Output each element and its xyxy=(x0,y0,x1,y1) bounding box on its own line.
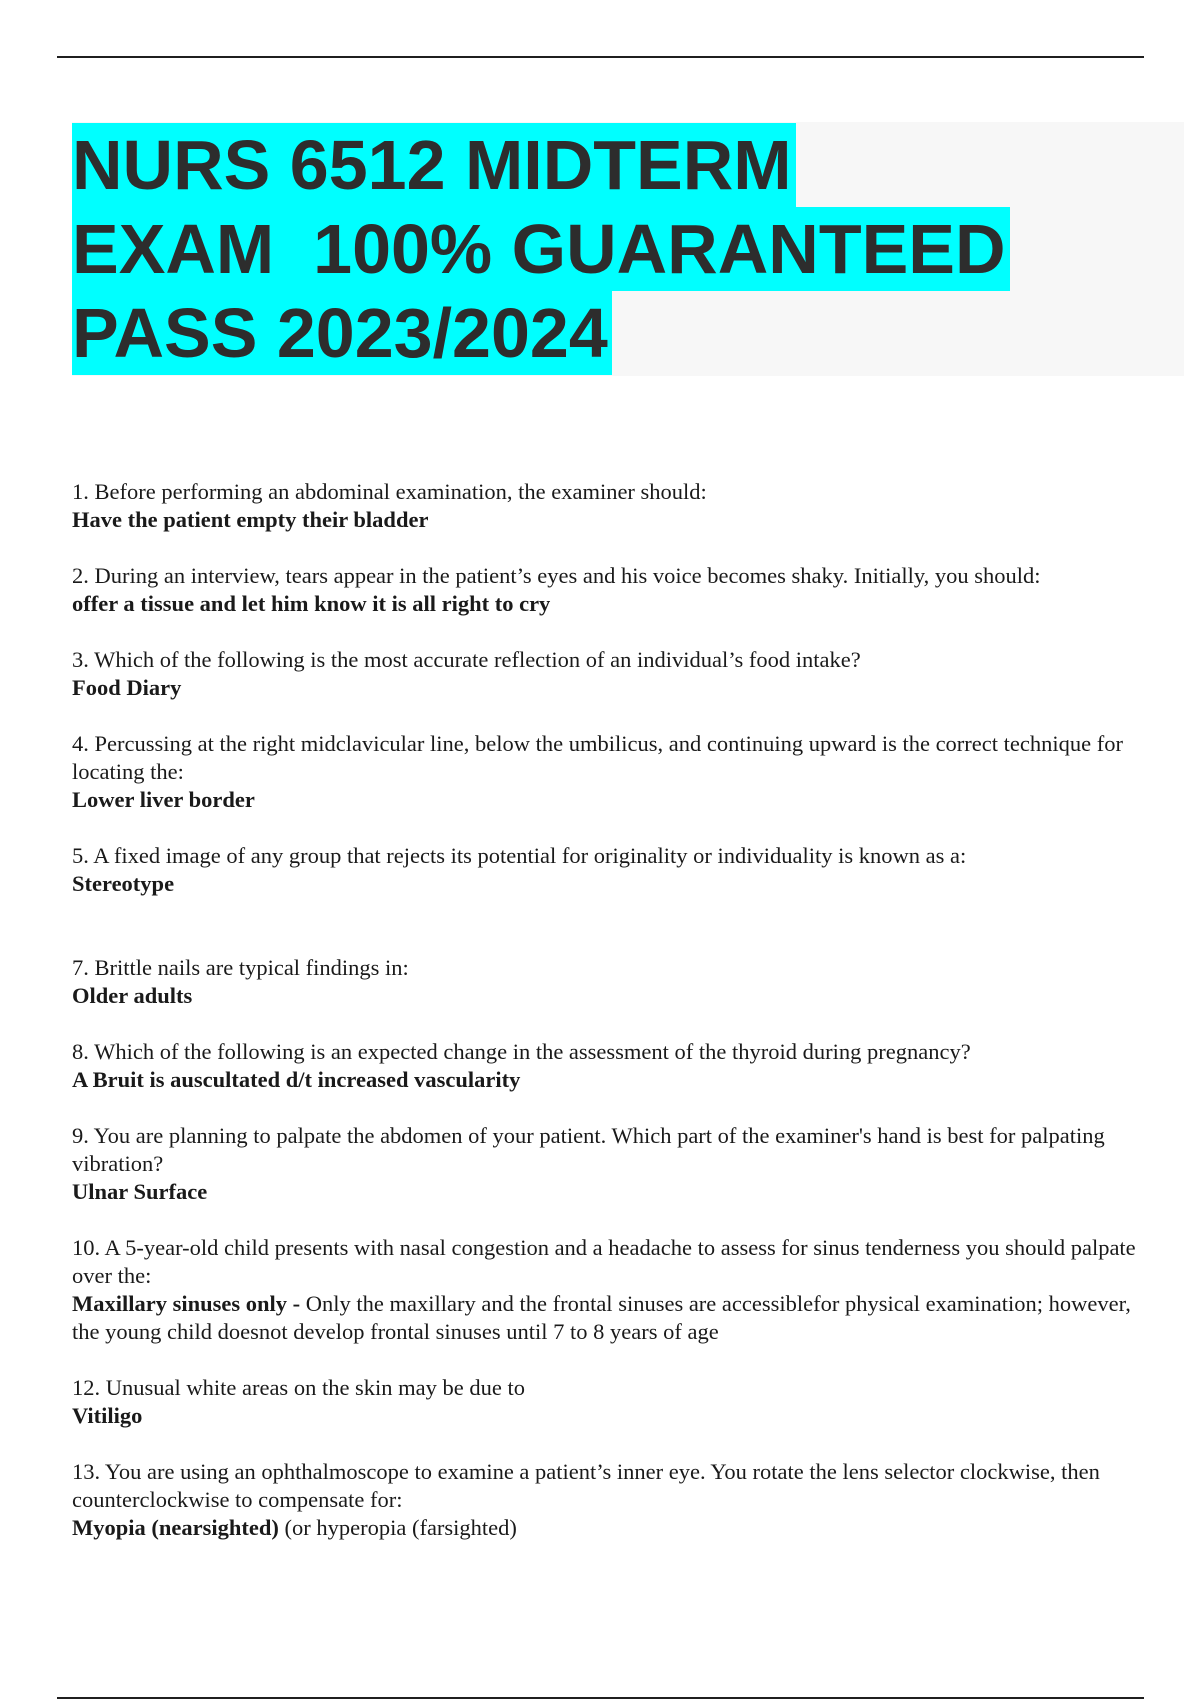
answer-text: Older adults xyxy=(72,983,193,1008)
question-text: 13. You are using an ophthalmoscope to examine a patient’s inner eye. You rotate the lens selector clockwise, then counterclockwise to compensate for: xyxy=(72,1459,1100,1512)
answer-text: Ulnar Surface xyxy=(72,1179,208,1204)
question-text: 3. Which of the following is the most accurate reflection of an individual’s food intake? xyxy=(72,647,861,672)
answer-text: Vitiligo xyxy=(72,1403,143,1428)
question-item xyxy=(72,1234,1152,1346)
title-line: EXAM 100% GUARANTEED xyxy=(72,207,1010,291)
top-rule xyxy=(57,56,1144,58)
question-item xyxy=(72,842,1152,898)
question-text: 7. Brittle nails are typical findings in: xyxy=(72,955,409,980)
question-item xyxy=(72,730,1152,814)
answer-note: (or hyperopia (farsighted) xyxy=(278,1515,517,1540)
answer-text: Maxillary sinuses only - xyxy=(72,1291,301,1316)
question-item xyxy=(72,1038,1152,1094)
answer-note: Only the maxillary and the frontal sinuses are accessiblefor physical examination; however, the young child doesnot develop frontal sinuses until 7 to 8 years of age xyxy=(72,1291,1131,1344)
question-text: 2. During an interview, tears appear in the patient’s eyes and his voice becomes shaky. Initially, you should: xyxy=(72,563,1041,588)
question-item xyxy=(72,1374,1152,1430)
question-item xyxy=(72,562,1152,618)
question-text: 4. Percussing at the right midclavicular line, below the umbilicus, and continuing upward is the correct technique for locating the: xyxy=(72,731,1123,784)
answer-text: A Bruit is auscultated d/t increased vascularity xyxy=(72,1067,521,1092)
question-item xyxy=(72,478,1152,534)
answer-text: Have the patient empty their bladder xyxy=(72,507,429,532)
question-text: 9. You are planning to palpate the abdomen of your patient. Which part of the examiner's hand is best for palpating vibration? xyxy=(72,1123,1105,1176)
question-text: 5. A fixed image of any group that rejects its potential for originality or individuality is known as a: xyxy=(72,843,967,868)
question-text: 1. Before performing an abdominal examination, the examiner should: xyxy=(72,479,707,504)
question-item xyxy=(72,1122,1152,1206)
question-text: 12. Unusual white areas on the skin may be due to xyxy=(72,1375,526,1400)
title-line: NURS 6512 MIDTERM xyxy=(72,123,796,207)
question-item xyxy=(72,954,1152,1010)
question-list xyxy=(72,478,1152,1542)
question-text: 8. Which of the following is an expected change in the assessment of the thyroid during pregnancy? xyxy=(72,1039,971,1064)
answer-text: Lower liver border xyxy=(72,787,255,812)
answer-text: Stereotype xyxy=(72,871,175,896)
bottom-rule xyxy=(57,1697,1144,1699)
answer-text: offer a tissue and let him know it is all right to cry xyxy=(72,591,551,616)
answer-text: Food Diary xyxy=(72,675,182,700)
answer-text: Myopia (nearsighted) xyxy=(72,1515,279,1540)
question-item xyxy=(72,1458,1152,1542)
document-title xyxy=(72,123,1010,375)
title-line: PASS 2023/2024 xyxy=(72,291,612,375)
question-item xyxy=(72,646,1152,702)
question-text: 10. A 5-year-old child presents with nasal congestion and a headache to assess for sinus tenderness you should palpate over the: xyxy=(72,1235,1136,1288)
